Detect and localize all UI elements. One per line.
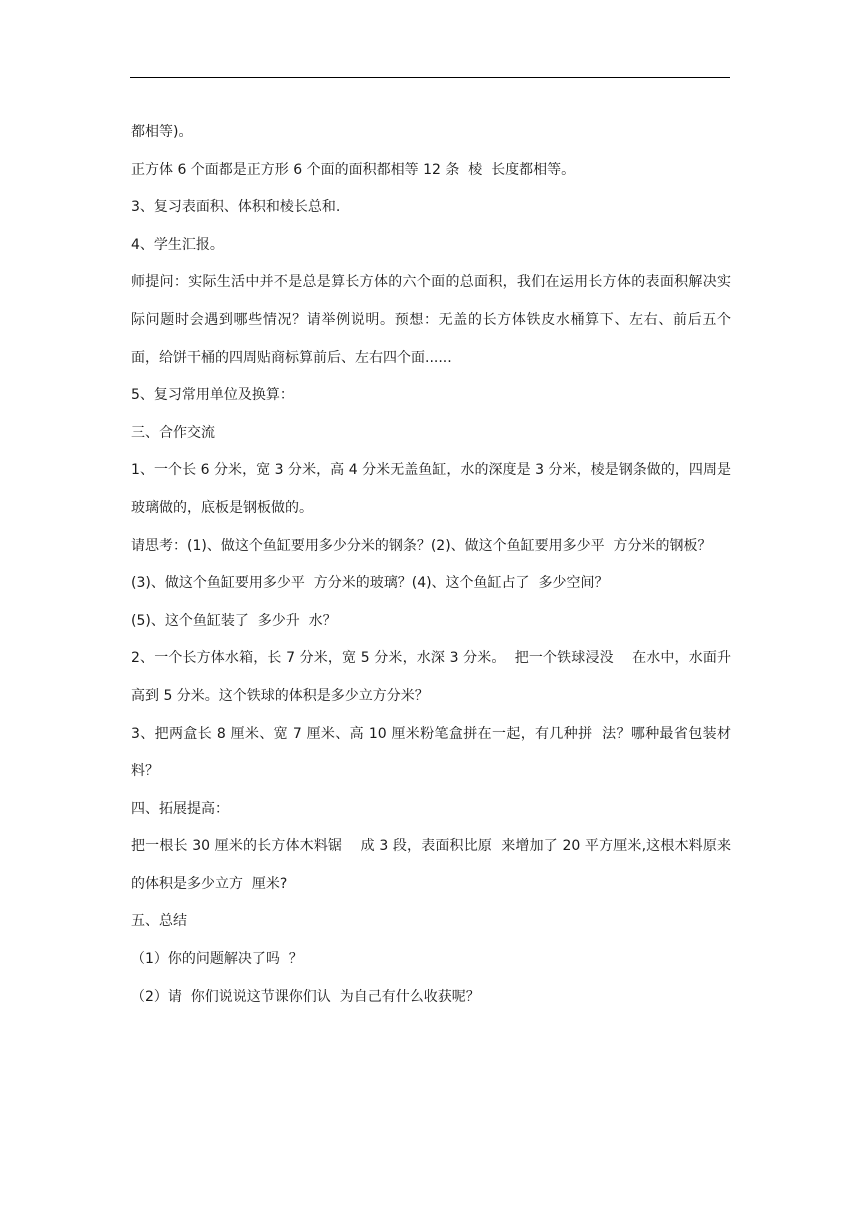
summary-question-2: （2）请 你们说说这节课你们认 为自己有什么收获呢？ bbox=[131, 988, 480, 1005]
paragraph-review-3: 3、复习表面积、体积和棱长总和. bbox=[131, 199, 341, 216]
document-body bbox=[131, 114, 731, 1016]
paragraph-teacher-question: 师提问：实际生活中并不是总是算长方体的六个面的总面积，我们在运用长方体的表面积解决实际问题时会遇到哪些情况？请举例说明。预想：无盖的长方体铁皮水桶算下、左右、前后五个面，给饼干桶的四周贴商标算前后、左右四个面...... bbox=[131, 274, 731, 366]
problem-1: 1、一个长 6 分米，宽 3 分米，高 4 分米无盖鱼缸，水的深度是 3 分米，棱是钢条做的，四周是玻璃做的，底板是钢板做的。 bbox=[131, 462, 731, 516]
header-rule bbox=[130, 77, 730, 78]
summary-question-1: （1）你的问题解决了吗 ？ bbox=[131, 951, 303, 968]
paragraph-continuation: 都相等)。 bbox=[131, 124, 193, 140]
problem-1-questions-b: (3)、做这个鱼缸要用多少平 方分米的玻璃？(4)、这个鱼缸占了 多少空间？ bbox=[131, 575, 609, 592]
section-heading-cooperation: 三、合作交流 bbox=[131, 424, 215, 441]
paragraph-review-4: 4、学生汇报。 bbox=[131, 236, 224, 253]
problem-3: 3、把两盒长 8 厘米、宽 7 厘米、高 10 厘米粉笔盒拼在一起，有几种拼 法？哪种最省包装材料？ bbox=[131, 725, 731, 780]
problem-2: 2、一个长方体水箱，长 7 分米，宽 5 分米，水深 3 分米。 把一个铁球浸没 在水中，水面升高到 5 分米。这个铁球的体积是多少立方分米？ bbox=[131, 650, 731, 704]
section-heading-extension: 四、拓展提高： bbox=[131, 800, 229, 817]
problem-1-questions-c: (5)、这个鱼缸装了 多少升 水？ bbox=[131, 612, 337, 629]
problem-1-questions-a: 请思考：(1)、做这个鱼缸要用多少分米的钢条？(2)、做这个鱼缸要用多少平 方分米的钢板？ bbox=[131, 537, 712, 554]
section-heading-summary: 五、总结 bbox=[131, 913, 187, 930]
extension-problem: 把一根长 30 厘米的长方体木料锯 成 3 段，表面积比原 来增加了 20 平方厘米,这根木料原来的体积是多少立方 厘米? bbox=[131, 838, 731, 892]
paragraph-review-5: 5、复习常用单位及换算： bbox=[131, 387, 294, 404]
paragraph-cube-properties: 正方体 6 个面都是正方形 6 个面的面积都相等 12 条 棱 长度都相等。 bbox=[131, 161, 576, 178]
